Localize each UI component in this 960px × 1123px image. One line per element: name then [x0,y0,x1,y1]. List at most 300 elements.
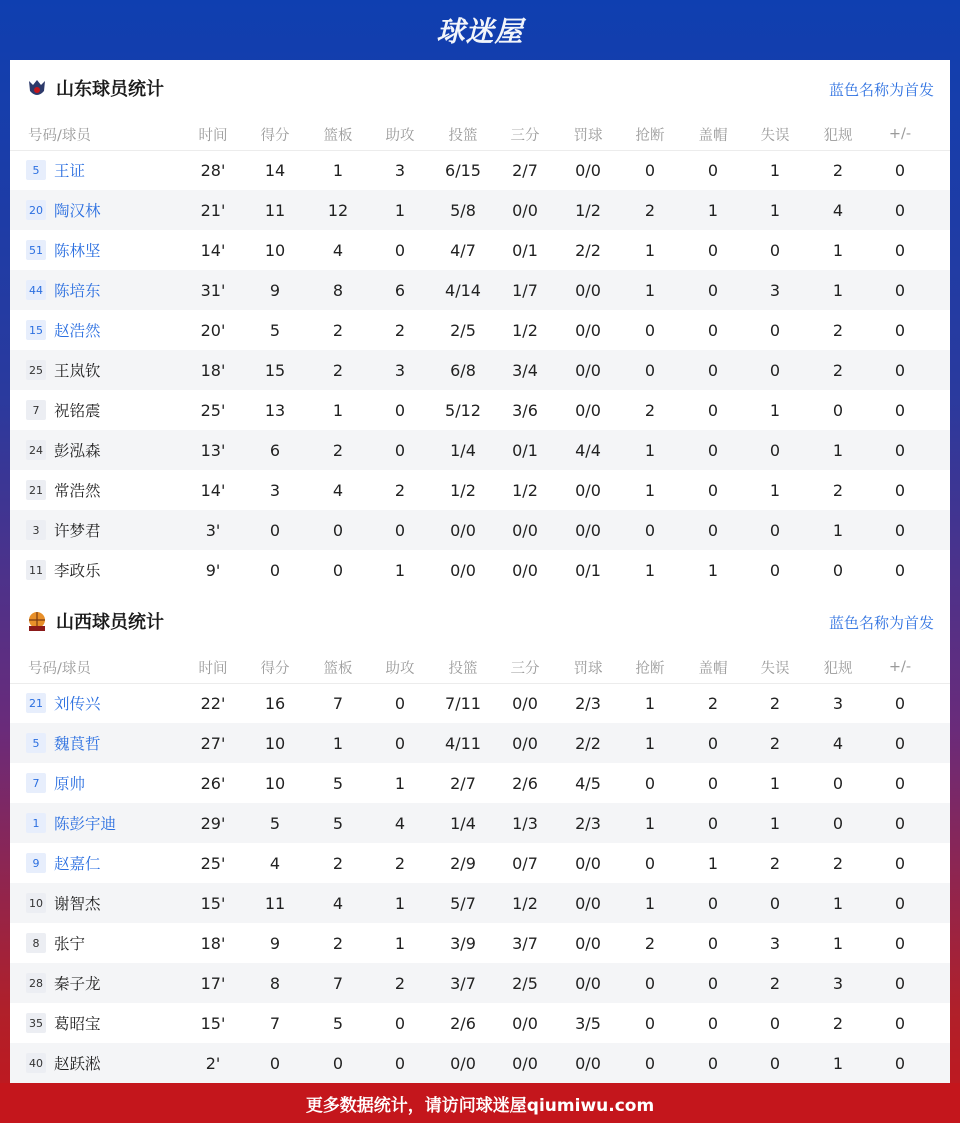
stat-cell: 0 [707,1013,719,1033]
starter-note: 蓝色名称为首发 [828,81,934,99]
col-header: +/- [888,659,912,675]
shandong-team-logo-icon [26,77,48,99]
stat-cell: 2/2 [575,733,601,753]
player-cell[interactable] [26,843,196,883]
stat-cell: 15' [200,1013,226,1033]
stat-cell: 2 [769,733,781,753]
stat-cell: 0 [894,360,906,380]
stat-cell: 1 [707,853,719,873]
stat-cell: 5 [269,813,281,833]
stat-cell: 0/0 [575,853,601,873]
stat-cell: 2 [832,360,844,380]
col-header: 罚球 [573,127,603,144]
stat-cell: 0/0 [512,560,538,580]
col-header: 投篮 [448,660,478,677]
stat-cell: 2 [332,440,344,460]
stat-cell: 4 [332,893,344,913]
player-row[interactable] [10,510,950,550]
stat-cell: 4 [332,240,344,260]
stat-cell: 2' [205,1053,221,1073]
player-row[interactable] [10,923,950,963]
stat-cell: 0 [644,520,656,540]
stat-cell: 11 [264,893,286,913]
col-header: 得分 [260,127,290,144]
col-header: 失误 [760,660,790,677]
player-cell[interactable] [26,923,196,963]
stat-cell: 1 [644,733,656,753]
stat-cell: 0 [894,280,906,300]
stat-cell: 0 [707,933,719,953]
stat-cell: 1 [769,160,781,180]
stat-cell: 0 [894,733,906,753]
player-row[interactable] [10,270,950,310]
stat-cell: 1 [707,200,719,220]
stat-cell: 2 [644,200,656,220]
stat-cell: 2/5 [450,320,476,340]
stat-cell: 2 [832,1013,844,1033]
stat-cell: 1 [769,400,781,420]
stat-cell: 1 [832,520,844,540]
stat-cell: 0 [894,520,906,540]
stat-cell: 3/9 [450,933,476,953]
stat-cell: 20' [200,320,226,340]
stat-cell: 2 [832,320,844,340]
player-name[interactable]: 赵跃淞 [54,1055,101,1073]
jersey-number: 35 [26,1013,46,1033]
stat-cell: 0/1 [575,560,601,580]
stat-cell: 1 [644,893,656,913]
stat-cell: 27' [200,733,226,753]
stat-cell: 3/4 [512,360,538,380]
stat-cell: 4/4 [575,440,601,460]
player-cell[interactable] [26,190,196,230]
stat-cell: 0/0 [575,520,601,540]
stat-cell: 16 [264,693,286,713]
stat-cell: 0 [269,1053,281,1073]
col-header: 犯规 [823,660,853,677]
stat-cell: 0 [394,693,406,713]
jersey-number: 5 [26,160,46,180]
stat-cell: 0 [332,520,344,540]
stat-cell: 2/7 [512,160,538,180]
brand-logo: 球迷屋 [436,15,524,48]
player-cell[interactable] [26,150,196,190]
col-header: 抢断 [635,660,665,677]
player-row[interactable] [10,803,950,843]
stat-cell: 0 [707,733,719,753]
stat-cell: 0/0 [450,1053,476,1073]
stat-cell: 0 [332,560,344,580]
stat-cell: 14' [200,480,226,500]
stat-cell: 1 [332,400,344,420]
stat-cell: 3/6 [512,400,538,420]
jersey-number: 24 [26,440,46,460]
player-row[interactable] [10,883,950,923]
stat-cell: 0 [832,560,844,580]
player-cell[interactable] [26,510,196,550]
player-row[interactable] [10,310,950,350]
stat-cell: 25' [200,400,226,420]
player-cell[interactable] [26,390,196,430]
player-cell[interactable] [26,1043,196,1083]
stat-cell: 6 [394,280,406,300]
player-name[interactable]: 赵嘉仁 [54,855,101,873]
player-cell[interactable] [26,430,196,470]
stat-cell: 0 [832,400,844,420]
stat-cell: 0/0 [512,1053,538,1073]
player-name[interactable]: 葛昭宝 [54,1015,101,1033]
col-header: 罚球 [573,660,603,677]
stat-cell: 1 [832,933,844,953]
stat-cell: 6/8 [450,360,476,380]
stat-cell: 3 [769,933,781,953]
jersey-number: 5 [26,733,46,753]
stat-cell: 2 [332,853,344,873]
stat-cell: 1 [644,693,656,713]
col-header: 盖帽 [698,660,728,677]
stat-cell: 1 [332,160,344,180]
col-header: 助攻 [385,127,415,144]
player-row[interactable] [10,723,950,763]
jersey-number: 21 [26,693,46,713]
stat-cell: 3 [269,480,281,500]
player-name[interactable]: 原帅 [54,775,86,793]
shanxi-team-logo-icon [26,610,48,632]
jersey-number: 7 [26,400,46,420]
stat-cell: 0 [707,813,719,833]
stat-cell: 3 [394,360,406,380]
footer-banner[interactable] [0,1083,960,1123]
stat-cell: 3 [769,280,781,300]
stat-cell: 0 [394,440,406,460]
stat-cell: 2 [769,693,781,713]
stat-cell: 0 [769,320,781,340]
stat-cell: 6 [269,440,281,460]
stat-cell: 0 [894,773,906,793]
player-row[interactable] [10,683,950,723]
player-row[interactable] [10,150,950,190]
stat-cell: 4/7 [450,240,476,260]
stat-cell: 2/9 [450,853,476,873]
stat-cell: 0 [894,973,906,993]
stat-cell: 0/0 [512,1013,538,1033]
jersey-number: 8 [26,933,46,953]
stat-cell: 0/0 [575,400,601,420]
top-banner [0,0,960,60]
player-name[interactable]: 陈培东 [54,282,101,300]
player-row[interactable] [10,230,950,270]
player-row[interactable] [10,763,950,803]
starter-note: 蓝色名称为首发 [828,614,934,632]
stat-cell: 4/5 [575,773,601,793]
player-name[interactable]: 陈林坚 [54,242,101,260]
jersey-number: 44 [26,280,46,300]
player-row[interactable] [10,963,950,1003]
player-row[interactable] [10,550,950,590]
stat-cell: 0 [394,240,406,260]
player-cell[interactable] [26,803,196,843]
player-name[interactable]: 王证 [54,162,86,180]
stat-cell: 0 [269,560,281,580]
player-name[interactable]: 彭泓森 [54,442,101,460]
stat-cell: 0 [894,440,906,460]
stat-cell: 1 [832,240,844,260]
stat-cell: 5 [332,1013,344,1033]
team-title: 山东球员统计 [56,79,164,100]
stat-cell: 3 [832,693,844,713]
jersey-number: 7 [26,773,46,793]
player-name[interactable]: 许梦君 [54,522,101,540]
stat-cell: 1/2 [512,480,538,500]
stat-cell: 10 [264,773,286,793]
stat-cell: 15 [264,360,286,380]
jersey-number: 25 [26,360,46,380]
stat-cell: 1/3 [512,813,538,833]
stat-cell: 0 [769,520,781,540]
col-header: 犯规 [823,127,853,144]
stat-cell: 0 [769,240,781,260]
stat-cell: 0 [644,773,656,793]
stat-cell: 1 [394,773,406,793]
jersey-number: 21 [26,480,46,500]
stat-cell: 0 [644,320,656,340]
stat-cell: 0 [769,440,781,460]
stat-cell: 5/7 [450,893,476,913]
stat-cell: 17' [200,973,226,993]
stat-cell: 3/7 [512,933,538,953]
player-cell[interactable] [26,883,196,923]
stat-cell: 0 [769,560,781,580]
player-name[interactable]: 秦子龙 [54,975,101,993]
stat-cell: 15' [200,893,226,913]
col-header: 篮板 [323,127,353,144]
stat-cell: 0 [894,200,906,220]
stat-cell: 2 [832,480,844,500]
stat-cell: 4 [832,200,844,220]
player-name[interactable]: 魏莨哲 [54,735,101,753]
stat-cell: 3' [205,520,221,540]
stat-cell: 0 [644,853,656,873]
stat-cell: 1/7 [512,280,538,300]
player-row[interactable] [10,470,950,510]
stat-cell: 2 [832,160,844,180]
stat-cell: 0 [894,240,906,260]
stat-cell: 9 [269,933,281,953]
player-row[interactable] [10,1003,950,1043]
stat-cell: 0 [394,520,406,540]
stat-cell: 0 [894,933,906,953]
player-cell[interactable] [26,963,196,1003]
stat-cell: 3/5 [575,1013,601,1033]
player-cell[interactable] [26,230,196,270]
stat-cell: 0/0 [575,893,601,913]
stat-cell: 0 [894,320,906,340]
team-header [10,593,950,651]
stat-cell: 0 [707,1053,719,1073]
stat-cell: 2 [644,400,656,420]
jersey-number: 20 [26,200,46,220]
stat-cell: 28' [200,160,226,180]
stat-cell: 0 [894,893,906,913]
stat-cell: 0/0 [450,560,476,580]
player-name[interactable]: 祝铭震 [54,402,101,420]
stat-cell: 8 [332,280,344,300]
stat-cell: 0 [894,693,906,713]
stat-cell: 4 [269,853,281,873]
stat-cell: 0 [832,773,844,793]
player-cell[interactable] [26,470,196,510]
stat-cell: 0 [707,160,719,180]
stat-cell: 21' [200,200,226,220]
stat-cell: 2 [769,853,781,873]
stat-cell: 0 [707,320,719,340]
col-header: 助攻 [385,660,415,677]
stat-cell: 0 [707,480,719,500]
stat-cell: 0 [769,1013,781,1033]
stat-cell: 0 [894,853,906,873]
stat-cell: 13' [200,440,226,460]
stat-cell: 7 [332,693,344,713]
jersey-number: 51 [26,240,46,260]
stat-cell: 2 [332,360,344,380]
stat-cell: 0 [769,1053,781,1073]
stat-cell: 31' [200,280,226,300]
stat-cell: 29' [200,813,226,833]
stat-cell: 2 [707,693,719,713]
stat-cell: 0 [394,733,406,753]
stat-cell: 22' [200,693,226,713]
stat-cell: 12 [327,200,349,220]
stat-cell: 2 [832,853,844,873]
stat-cell: 1 [644,240,656,260]
stat-cell: 2 [332,933,344,953]
col-header: 失误 [760,127,790,144]
player-name[interactable]: 赵浩然 [54,322,101,340]
player-name[interactable]: 李政乐 [54,562,101,580]
stat-cell: 0/0 [450,520,476,540]
stat-cell: 1 [769,813,781,833]
col-header: 时间 [198,127,228,144]
stat-cell: 0/0 [575,360,601,380]
player-name[interactable]: 张宁 [54,935,86,953]
stat-cell: 1 [394,200,406,220]
player-row[interactable] [10,350,950,390]
col-header: 三分 [510,660,540,677]
col-header: 得分 [260,660,290,677]
stat-cell: 18' [200,933,226,953]
stat-cell: 0/0 [575,1053,601,1073]
stat-cell: 1 [394,560,406,580]
stat-cell: 2/6 [450,1013,476,1033]
col-header: 盖帽 [698,127,728,144]
stat-cell: 1/4 [450,440,476,460]
player-row[interactable] [10,190,950,230]
player-row[interactable] [10,430,950,470]
stat-cell: 1 [832,280,844,300]
stat-cell: 0 [769,893,781,913]
player-row[interactable] [10,1043,950,1083]
player-cell[interactable] [26,723,196,763]
stat-cell: 0 [644,160,656,180]
col-header: 抢断 [635,127,665,144]
stat-cell: 26' [200,773,226,793]
stat-cell: 0 [894,813,906,833]
jersey-number: 15 [26,320,46,340]
stat-cell: 4 [332,480,344,500]
player-cell[interactable] [26,270,196,310]
stat-cell: 1 [644,480,656,500]
stat-cell: 2 [644,933,656,953]
player-name[interactable]: 谢智杰 [54,895,101,913]
stat-cell: 0 [894,480,906,500]
stat-cell: 1/2 [450,480,476,500]
col-header-player: 号码/球员 [28,127,91,144]
stat-cell: 9 [269,280,281,300]
stat-cell: 0 [707,280,719,300]
stat-cell: 0 [394,400,406,420]
player-cell[interactable] [26,310,196,350]
stat-cell: 0 [707,360,719,380]
stat-cell: 4 [394,813,406,833]
stat-cell: 8 [269,973,281,993]
player-cell[interactable] [26,550,196,590]
col-header: 篮板 [323,660,353,677]
stat-cell: 0 [707,520,719,540]
stat-cell: 10 [264,240,286,260]
stat-cell: 1 [832,893,844,913]
stat-cell: 0 [894,160,906,180]
stat-cell: 0 [644,1013,656,1033]
stat-cell: 10 [264,733,286,753]
stat-cell: 0 [707,440,719,460]
col-header: +/- [888,126,912,142]
player-cell[interactable] [26,1003,196,1043]
player-name[interactable]: 刘传兴 [54,695,101,713]
player-cell[interactable] [26,683,196,723]
stat-cell: 4/11 [445,733,481,753]
player-cell[interactable] [26,350,196,390]
stats-table-header [10,651,950,684]
stat-cell: 7 [332,973,344,993]
player-row[interactable] [10,390,950,430]
stat-cell: 0 [894,1013,906,1033]
stat-cell: 5/8 [450,200,476,220]
stat-cell: 0/0 [575,320,601,340]
stat-cell: 2 [394,973,406,993]
stat-cell: 14' [200,240,226,260]
stat-cell: 2 [394,320,406,340]
player-name[interactable]: 王岚钦 [54,362,101,380]
player-cell[interactable] [26,763,196,803]
stat-cell: 2/2 [575,240,601,260]
player-name[interactable]: 陶汉林 [54,202,101,220]
footer-text[interactable]: 更多数据统计，请访问球迷屋qiumiwu.com [305,1095,655,1116]
stat-cell: 6/15 [445,160,481,180]
stat-cell: 4 [832,733,844,753]
player-name[interactable]: 陈彭宇迪 [54,815,117,833]
jersey-number: 1 [26,813,46,833]
stat-cell: 1 [644,813,656,833]
stat-cell: 1/4 [450,813,476,833]
stat-cell: 1 [769,200,781,220]
stat-cell: 0 [707,893,719,913]
stat-cell: 7/11 [445,693,481,713]
stat-cell: 1/2 [575,200,601,220]
stat-cell: 0/0 [512,693,538,713]
stat-cell: 0 [644,360,656,380]
player-row[interactable] [10,843,950,883]
player-name[interactable]: 常浩然 [54,482,101,500]
